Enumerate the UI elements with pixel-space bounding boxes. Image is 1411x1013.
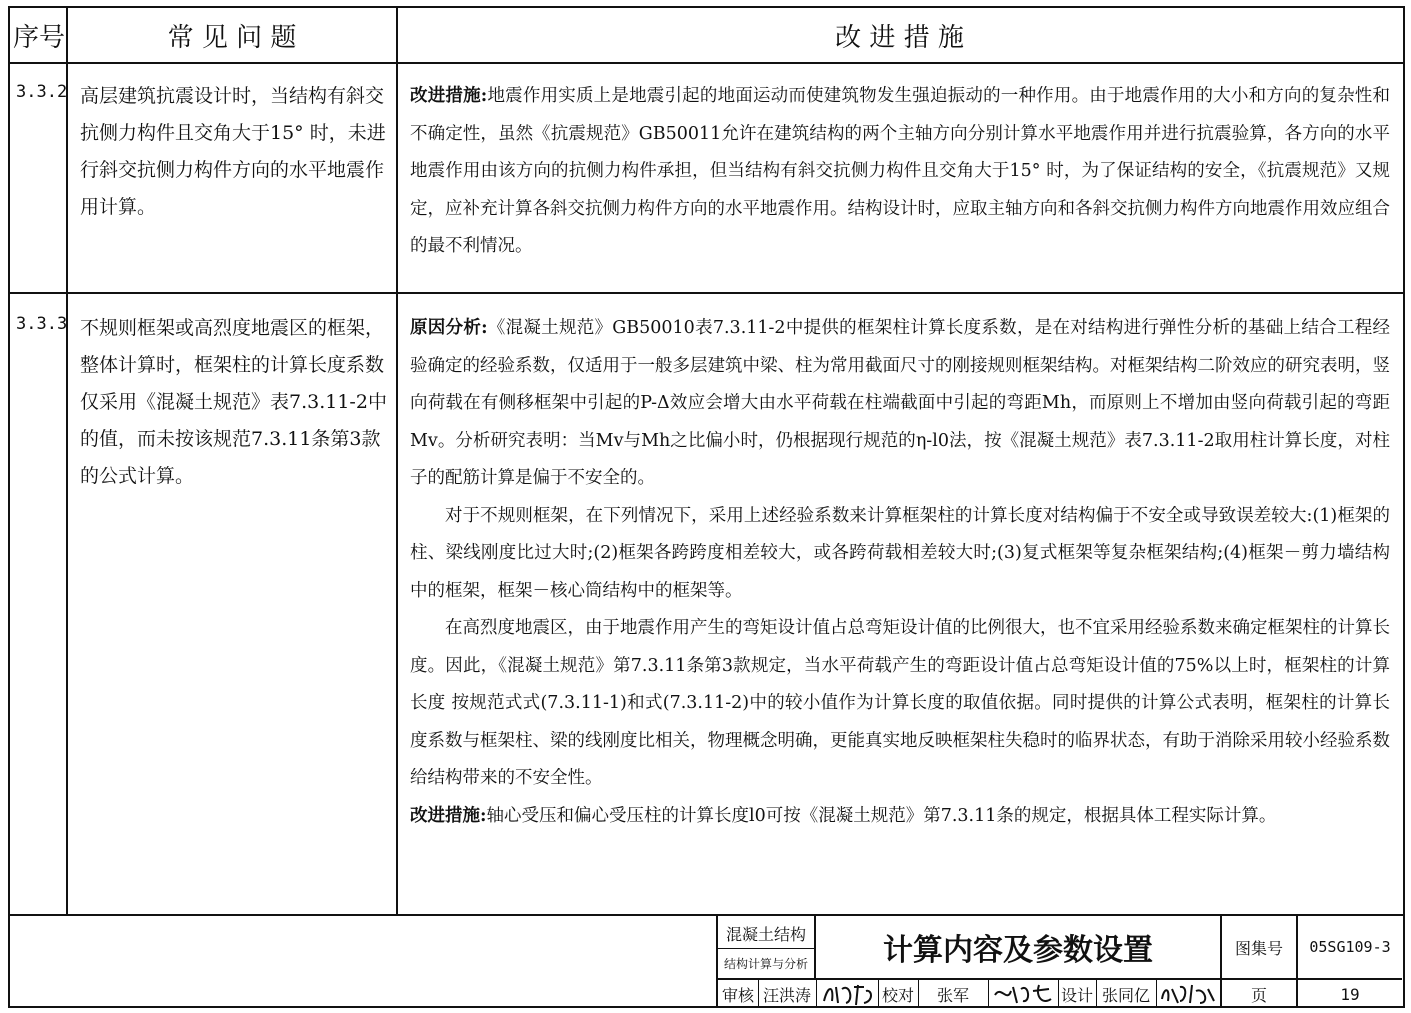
page-label: 页	[1250, 985, 1267, 1005]
cause-text: 《混凝土规范》GB50010表7.3.11-2中提供的框架柱计算长度系数，是在对结构进行弹性分析的基础上结合工程经验确定的经验系数，仅适用于一般多层建筑中梁、柱为常用截面尺寸的刚接规则框架结构。对框架结构二阶效应的研究表明，竖向荷载在有侧移框架中引起的P-Δ效应会增大由水平荷载在柱端截面中引起的弯距Mh，而原则上不增加由竖向荷载引起的弯距Mv。分析研究表明：当Mv与Mh之比偏小时，仍根据现行规范的η-l0法，按《混凝土规范》表7.3.11-2取用柱计算长度，对柱子的配筋计算是偏于不安全的。	[410, 318, 1390, 488]
design-label: 设计	[1060, 985, 1093, 1005]
measure-text: 轴心受压和偏心受压柱的计算长度l0可按《混凝土规范》第7.3.11条的规定，根据具体工程实际计算。	[486, 805, 1277, 826]
column-divider	[396, 8, 398, 914]
problem-text: 不规则框架或高烈度地震区的框架，整体计算时，框架柱的计算长度系数仅采用《混凝土规范》表7.3.11-2中的值，而未按该规范7.3.11条第3款的公式计算。	[80, 317, 387, 487]
cause-label: 原因分析:	[410, 318, 488, 338]
measure-text: 地震作用实质上是地震引起的地面运动而使建筑物发生强迫振动的一种作用。由于地震作用的大小和方向的复杂性和不确定性，虽然《抗震规范》GB50011允许在建筑结构的两个主轴方向分别计算水平地震作用并进行抗震验算，各方向的水平地震作用由该方向的抗侧力构件承担，但当结构有斜交抗侧力构件且交角大于15° 时，为了保证结构的安全，《抗震规范》又规定，应补充计算各斜交抗侧力构件方向的水平地震作用。结构设计时，应取主轴方向和各斜交抗侧力构件方向地震作用效应组合的最不利情况。	[410, 86, 1390, 256]
header-no: 序号	[10, 8, 68, 64]
review-label: 审核	[721, 985, 754, 1005]
drawing-sheet	[8, 6, 1405, 1008]
checker-name: 张军	[936, 985, 969, 1005]
analysis-cell	[410, 310, 1390, 835]
measure-label: 改进措施:	[410, 805, 487, 826]
sheet-title: 计算内容及参数设置	[883, 933, 1153, 968]
row-divider	[10, 292, 1403, 294]
paragraph: 在高烈度地震区，由于地震作用产生的弯矩设计值占总弯矩设计值的比例很大，也不宜采用经验系数来确定框架柱的计算长度。因此，《混凝土规范》第7.3.11条第3款规定，当水平荷载产生的弯距设计值占总弯矩设计值的75%以上时，框架柱的计算长度 按规范式式(7.3.11-1)和式(7.3.11-2)中的较小值作为计算长度的取值依据。同时提供的计算公式表明，框架柱的计算长度系数与框架柱、梁的线刚度比相关，物理概念明确，更能真实地反映框架柱失稳时的临界状态，有助于消除采用较小经验系数给结构带来的不安全性。	[410, 618, 1390, 788]
atlas-number: 05SG109-3	[1309, 938, 1391, 956]
header-measure: 改 进 措 施	[396, 8, 1403, 64]
category: 混凝土结构	[725, 924, 806, 944]
reviewer-signature	[818, 980, 878, 1008]
checker-signature	[988, 980, 1058, 1008]
paragraph: 对于不规则框架，在下列情况下，采用上述经验系数来计算框架柱的计算长度对结构偏于不安全或导致误差较大:(1)框架的柱、梁线刚度比过大时;(2)框架各跨跨度相差较大，或各跨荷载相差较大时;(3)复式框架等复杂框架结构;(4)框架－剪力墙结构中的框架，框架－核心筒结构中的框架等。	[410, 505, 1390, 601]
title-block	[10, 916, 1403, 1008]
designer-signature	[1156, 980, 1220, 1008]
column-divider	[66, 8, 68, 914]
atlas-label: 图集号	[1234, 938, 1283, 958]
page-number: 19	[1340, 984, 1360, 1004]
subcategory: 结构计算与分析	[723, 957, 808, 971]
measure-label: 改进措施:	[410, 86, 488, 106]
measure-cell	[410, 78, 1390, 266]
problem-text: 高层建筑抗震设计时，当结构有斜交抗侧力构件且交角大于15° 时，未进行斜交抗侧力构件方向的水平地震作用计算。	[80, 85, 386, 218]
row-number: 3.3.3	[16, 314, 68, 334]
row-number: 3.3.2	[16, 82, 68, 102]
reviewer-name: 汪洪涛	[762, 985, 811, 1005]
check-label: 校对	[881, 985, 914, 1005]
header-problem: 常 见 问 题	[68, 8, 396, 64]
designer-name: 张同亿	[1101, 985, 1150, 1005]
